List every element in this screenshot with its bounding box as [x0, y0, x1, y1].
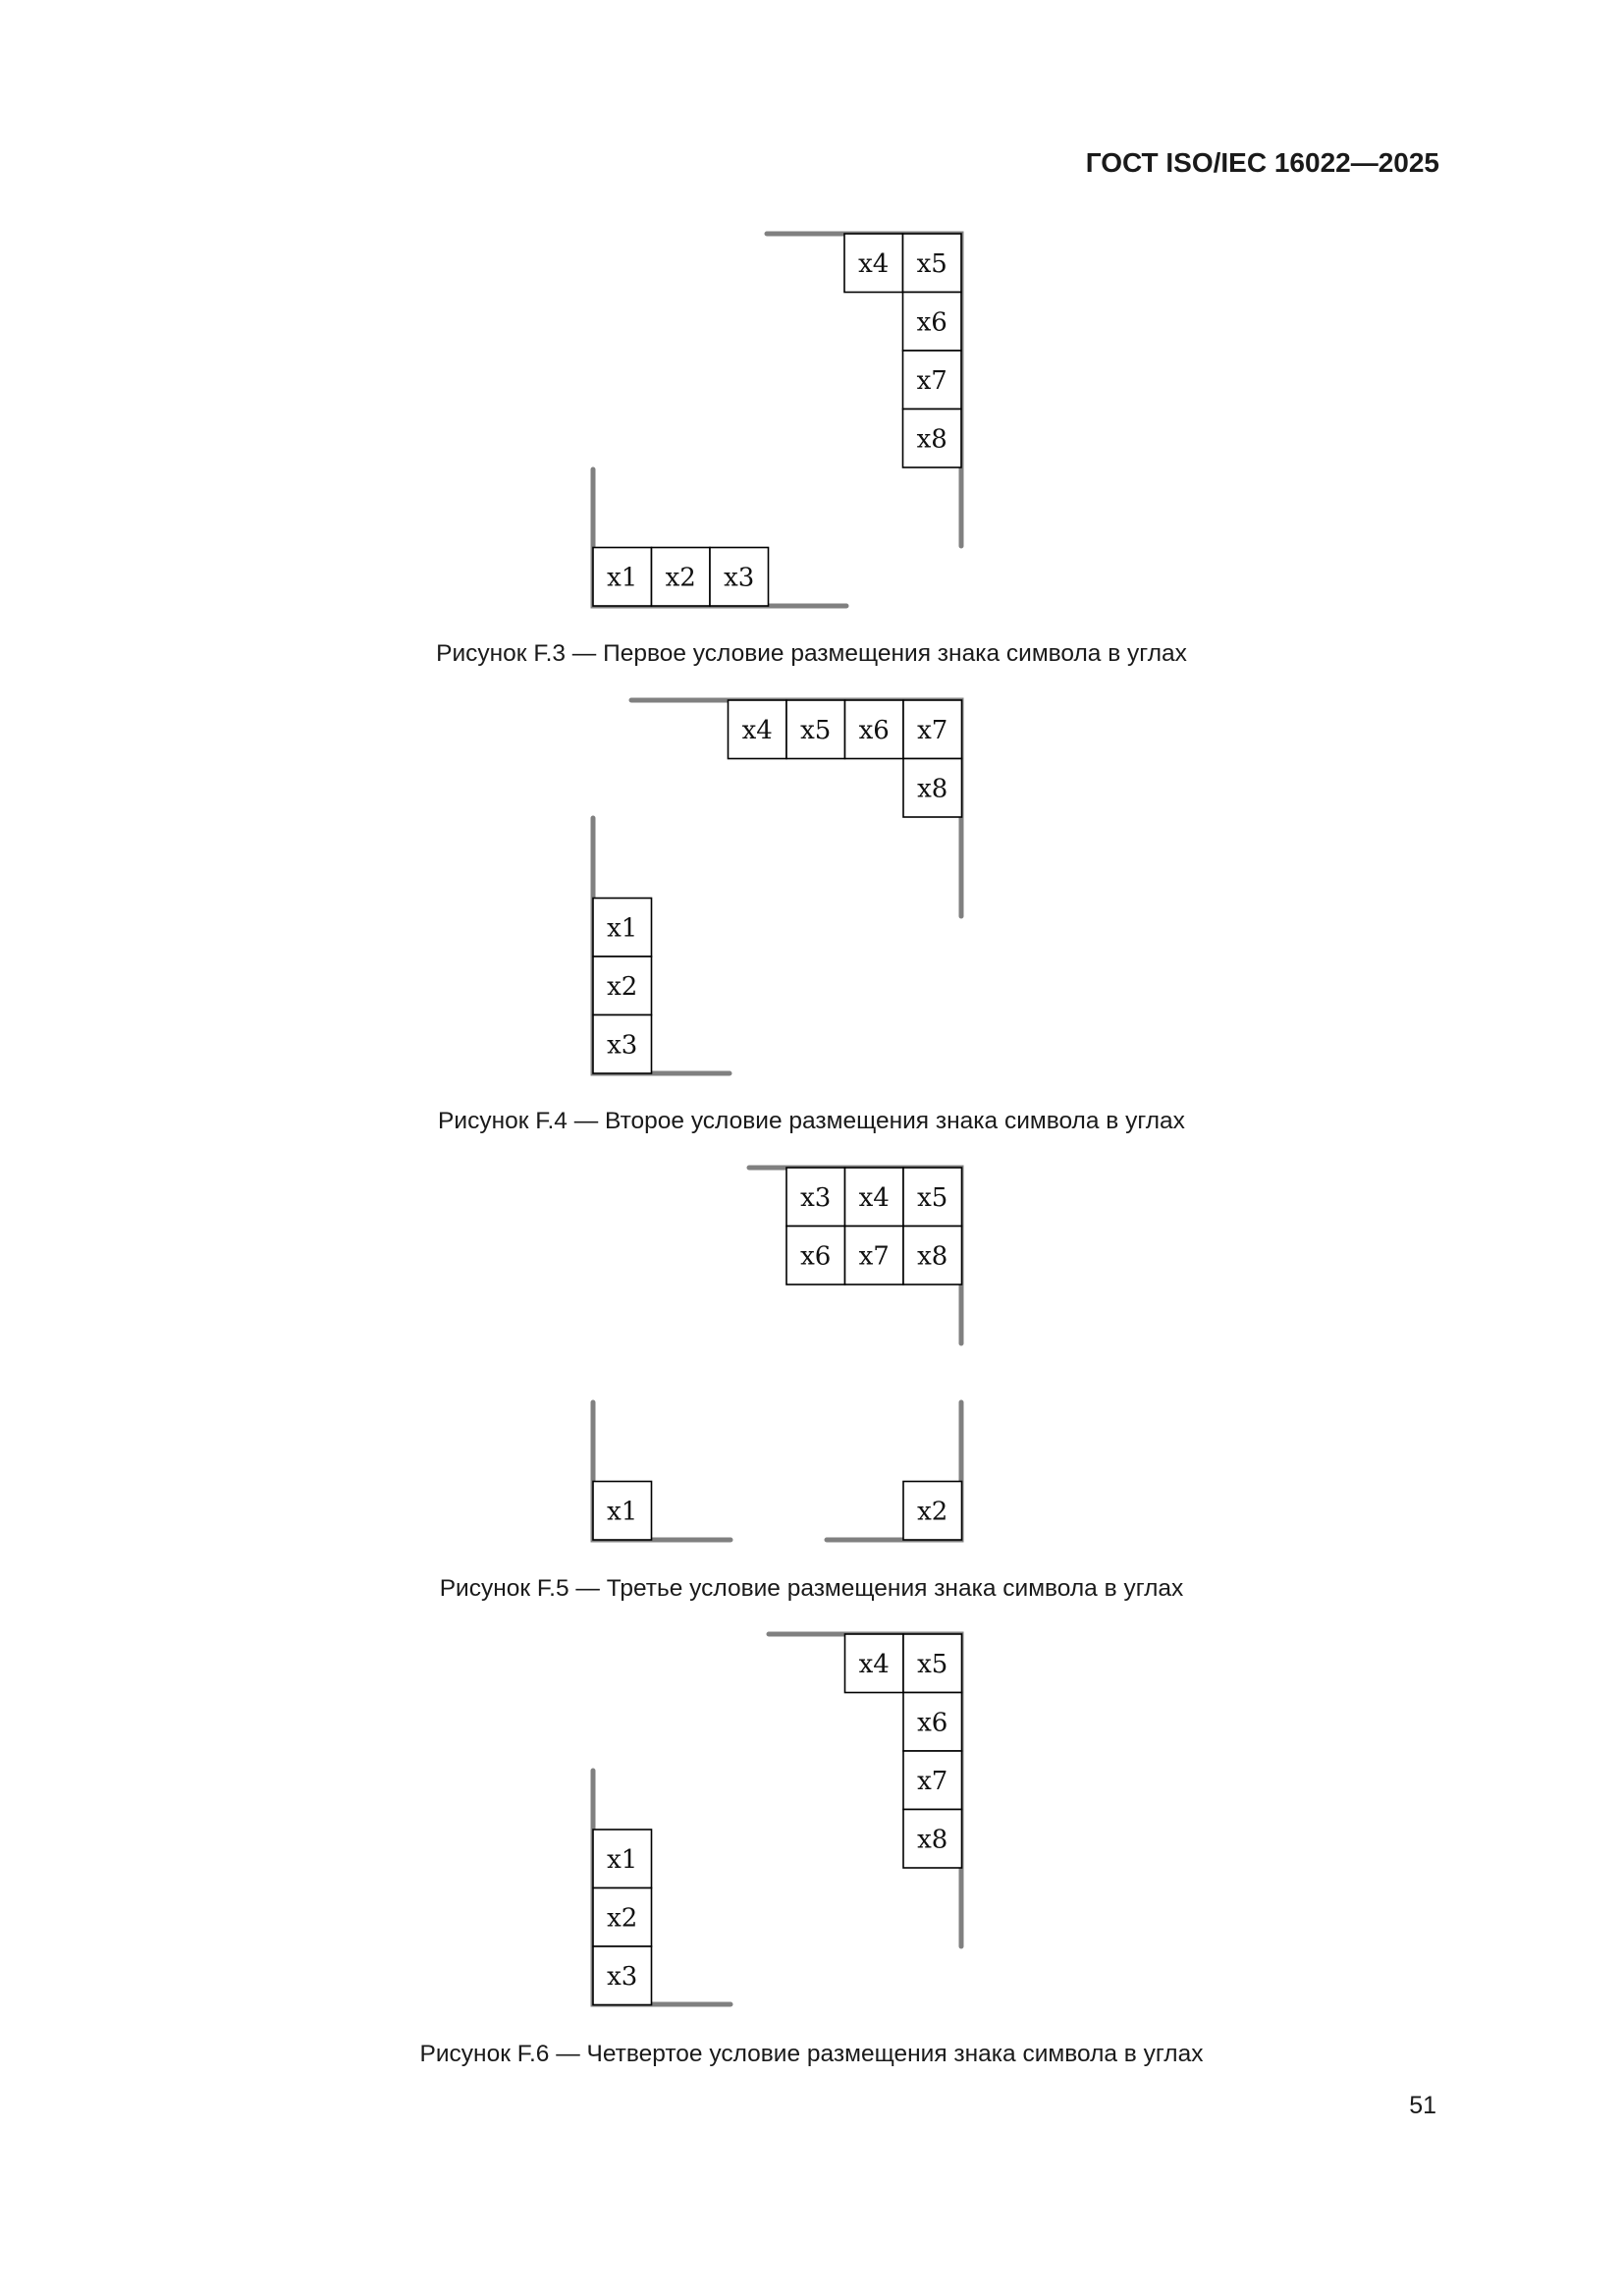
- module-cell-x1: [593, 548, 652, 607]
- module-cell-label: x5: [916, 248, 947, 279]
- module-cell-x3: [710, 548, 769, 607]
- module-cell-x4: [845, 1634, 904, 1693]
- module-cell-label: x8: [916, 424, 947, 455]
- figure-f4-caption: Рисунок F.4 — Второе условие размещения знака символа в углах: [438, 1108, 1185, 1134]
- module-cell-label: x4: [858, 1649, 890, 1679]
- module-cell-label: x2: [607, 971, 638, 1002]
- module-cell-x7: [845, 1227, 904, 1285]
- figure-f3-caption: Рисунок F.3 — Первое условие размещения знака символа в углах: [436, 640, 1187, 667]
- module-cell-x8: [903, 1810, 962, 1869]
- module-cell-label: x5: [917, 1182, 948, 1213]
- module-cell-x1: [593, 899, 652, 957]
- module-cell-label: x5: [800, 715, 832, 745]
- module-cell-x7: [903, 1751, 962, 1810]
- module-cell-label: x3: [607, 1961, 638, 1992]
- module-cell-x8: [903, 410, 962, 468]
- module-cell-label: x1: [607, 913, 638, 944]
- module-cell-x2: [593, 1888, 652, 1947]
- module-cell-x4: [845, 1168, 904, 1227]
- figure-f3-diagram: [593, 234, 961, 606]
- module-cell-x2: [903, 1482, 962, 1541]
- module-cell-label: x2: [607, 1903, 638, 1934]
- module-cell-x3: [593, 1015, 652, 1074]
- module-cell-x5: [786, 700, 845, 759]
- module-cell-x2: [593, 957, 652, 1015]
- module-cell-label: x3: [724, 563, 755, 593]
- module-cell-label: x1: [607, 1497, 638, 1527]
- module-cell-label: x3: [800, 1182, 832, 1213]
- module-cell-label: x7: [858, 1241, 890, 1272]
- standard-header: ГОСТ ISO/IEC 16022—2025: [1085, 147, 1439, 178]
- page-number: 51: [1409, 2092, 1436, 2119]
- module-cell-label: x8: [917, 1241, 948, 1272]
- module-cell-label: x1: [607, 1844, 638, 1875]
- module-cell-x1: [593, 1482, 652, 1541]
- module-cell-label: x2: [917, 1497, 948, 1527]
- module-cell-x1: [593, 1830, 652, 1888]
- module-cell-label: x7: [917, 715, 948, 745]
- module-cell-x5: [903, 1634, 962, 1693]
- module-cell-x4: [729, 700, 787, 759]
- figure-f5-diagram: [593, 1168, 962, 1540]
- module-cell-label: x6: [858, 715, 890, 745]
- module-cell-label: x5: [917, 1649, 948, 1679]
- module-cell-x3: [593, 1946, 652, 2005]
- module-cell-x8: [903, 1227, 962, 1285]
- module-cell-label: x4: [858, 1182, 890, 1213]
- module-cell-x2: [652, 548, 711, 607]
- module-cell-label: x2: [665, 563, 696, 593]
- module-cell-x6: [903, 1693, 962, 1752]
- module-cell-label: x3: [607, 1030, 638, 1061]
- module-cell-x4: [844, 234, 903, 293]
- module-cell-label: x7: [916, 365, 947, 396]
- module-cell-label: x6: [916, 307, 947, 338]
- module-cell-label: x6: [800, 1241, 832, 1272]
- module-cell-label: x4: [858, 248, 890, 279]
- module-cell-x8: [903, 759, 962, 818]
- module-cell-label: x8: [917, 774, 948, 804]
- module-cell-x5: [903, 234, 962, 293]
- figure-f5-caption: Рисунок F.5 — Третье условие размещения знака символа в углах: [439, 1575, 1184, 1602]
- module-cell-x3: [786, 1168, 845, 1227]
- module-cell-label: x6: [917, 1708, 948, 1738]
- module-cell-label: x8: [917, 1825, 948, 1855]
- module-cell-x6: [903, 293, 962, 352]
- module-cell-label: x7: [917, 1766, 948, 1796]
- module-cell-x7: [903, 351, 962, 410]
- figure-f6-caption: Рисунок F.6 — Четвертое условие размещения знака символа в углах: [419, 2041, 1204, 2067]
- figure-f4-diagram: [593, 700, 962, 1073]
- module-cell-x6: [786, 1227, 845, 1285]
- figure-f6-diagram: [593, 1634, 962, 2005]
- module-cell-x5: [903, 1168, 962, 1227]
- module-cell-label: x1: [607, 563, 638, 593]
- module-cell-x6: [845, 700, 904, 759]
- module-cell-x7: [903, 700, 962, 759]
- module-cell-label: x4: [741, 715, 773, 745]
